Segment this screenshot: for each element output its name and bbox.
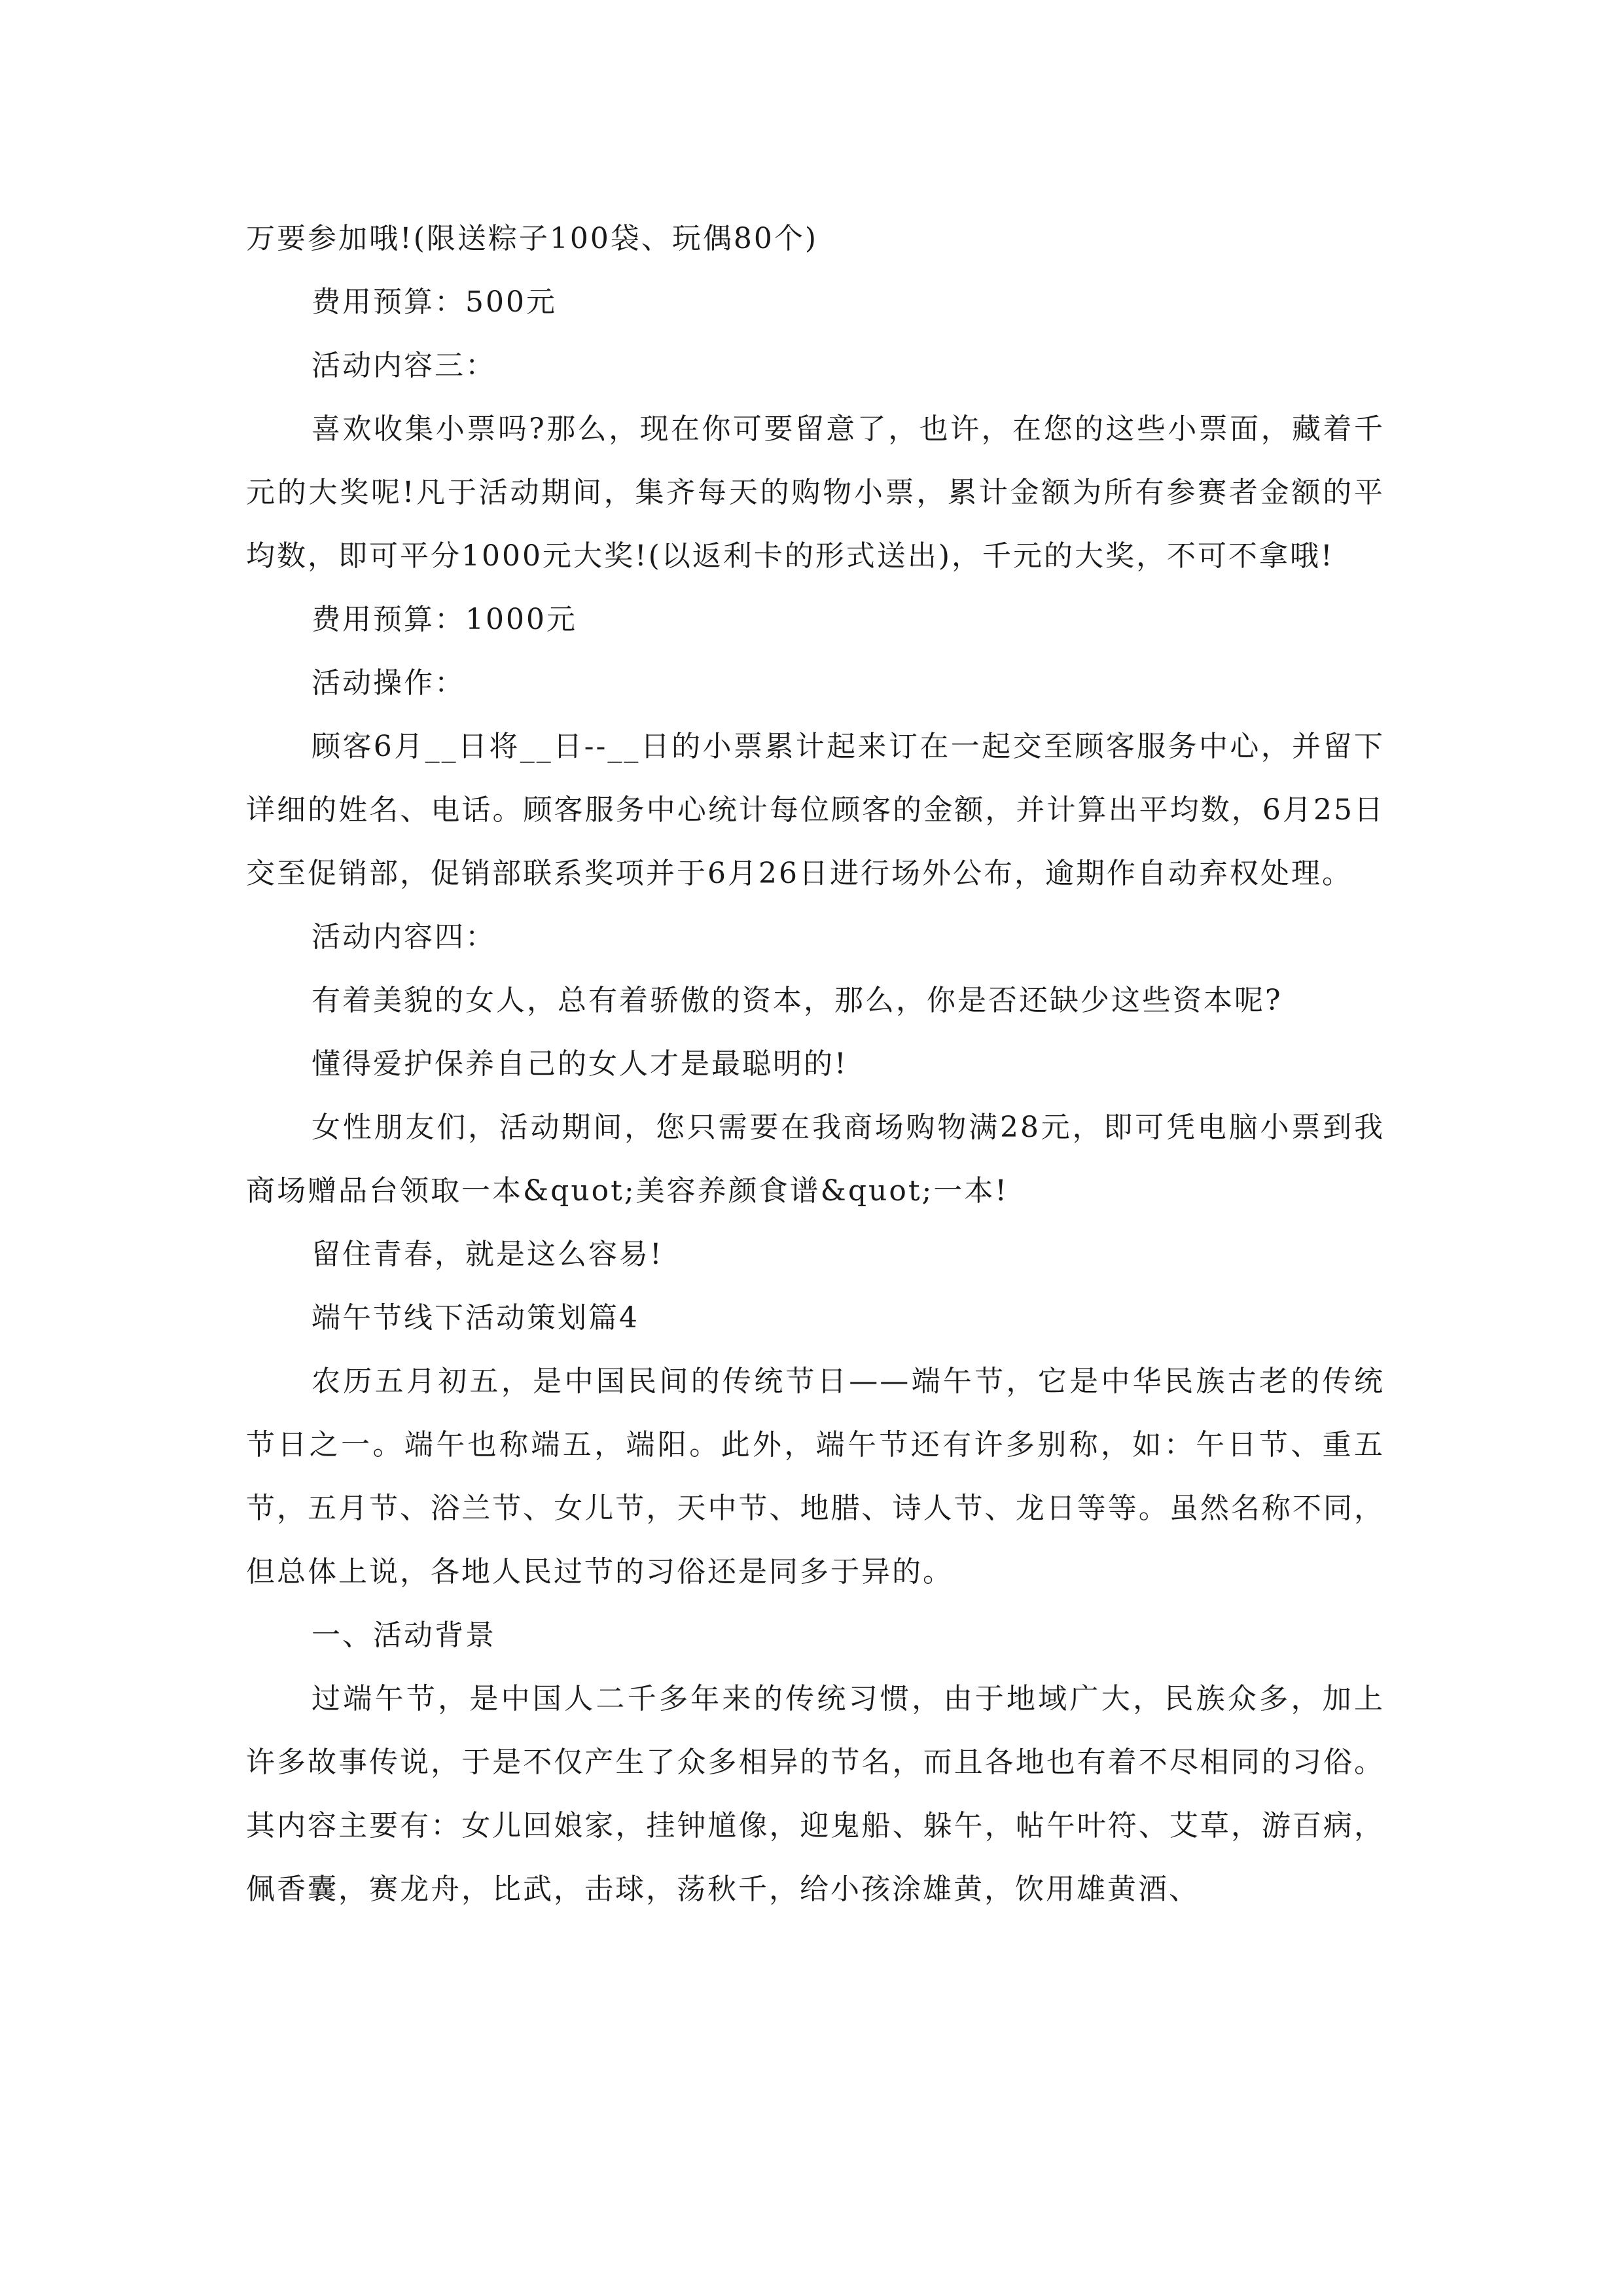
paragraph: 顾客6月__日将__日--__日的小票累计起来订在一起交至顾客服务中心，并留下详细的姓名、电话。顾客服务中心统计每位顾客的金额，并计算出平均数，6月25日交至促销部，促销部联系奖项并于6月26日进行场外公布，逾期作自动弃权处理。	[246, 730, 1385, 890]
paragraph: 女性朋友们，活动期间，您只需要在我商场购物满28元，即可凭电脑小票到我商场赠品台领取一本&quot;美容养颜食谱&quot;一本!	[246, 1111, 1385, 1208]
paragraph: 懂得爱护保养自己的女人才是最聪明的!	[312, 1047, 848, 1081]
document-body	[246, 207, 1385, 1921]
article-title: 端午节线下活动策划篇4	[312, 1301, 639, 1335]
section-heading: 活动操作：	[312, 666, 465, 700]
paragraph: 过端午节，是中国人二千多年来的传统习惯，由于地域广大，民族众多，加上许多故事传说，于是不仅产生了众多相异的节名，而且各地也有着不尽相同的习俗。其内容主要有：女儿回娘家，挂钟馗像，迎鬼船、躲午，帖午叶符、艾草，游百病，佩香囊，赛龙舟，比武，击球，荡秋千，给小孩涂雄黄，饮用雄黄酒、	[246, 1682, 1385, 1906]
section-heading: 活动内容四：	[312, 920, 496, 954]
paragraph: 喜欢收集小票吗?那么，现在你可要留意了，也许，在您的这些小票面，藏着千元的大奖呢!凡于活动期间，集齐每天的购物小票，累计金额为所有参赛者金额的平均数，即可平分1000元大奖!(以返利卡的形式送出)，千元的大奖，不可不拿哦!	[246, 412, 1385, 573]
section-heading: 活动内容三：	[312, 349, 496, 382]
section-heading: 一、活动背景	[312, 1619, 496, 1652]
paragraph: 万要参加哦!(限送粽子100袋、玩偶80个)	[246, 222, 818, 255]
paragraph: 留住青春，就是这么容易!	[312, 1238, 664, 1271]
paragraph: 费用预算：1000元	[312, 603, 577, 636]
paragraph: 农历五月初五，是中国民间的传统节日——端午节，它是中华民族古老的传统节日之一。端午也称端五，端阳。此外，端午节还有许多别称，如：午日节、重五节，五月节、浴兰节、女儿节，天中节、地腊、诗人节、龙日等等。虽然名称不同，但总体上说，各地人民过节的习俗还是同多于异的。	[246, 1365, 1385, 1588]
paragraph: 有着美貌的女人，总有着骄傲的资本，那么，你是否还缺少这些资本呢?	[312, 984, 1283, 1017]
paragraph: 费用预算：500元	[312, 285, 557, 319]
